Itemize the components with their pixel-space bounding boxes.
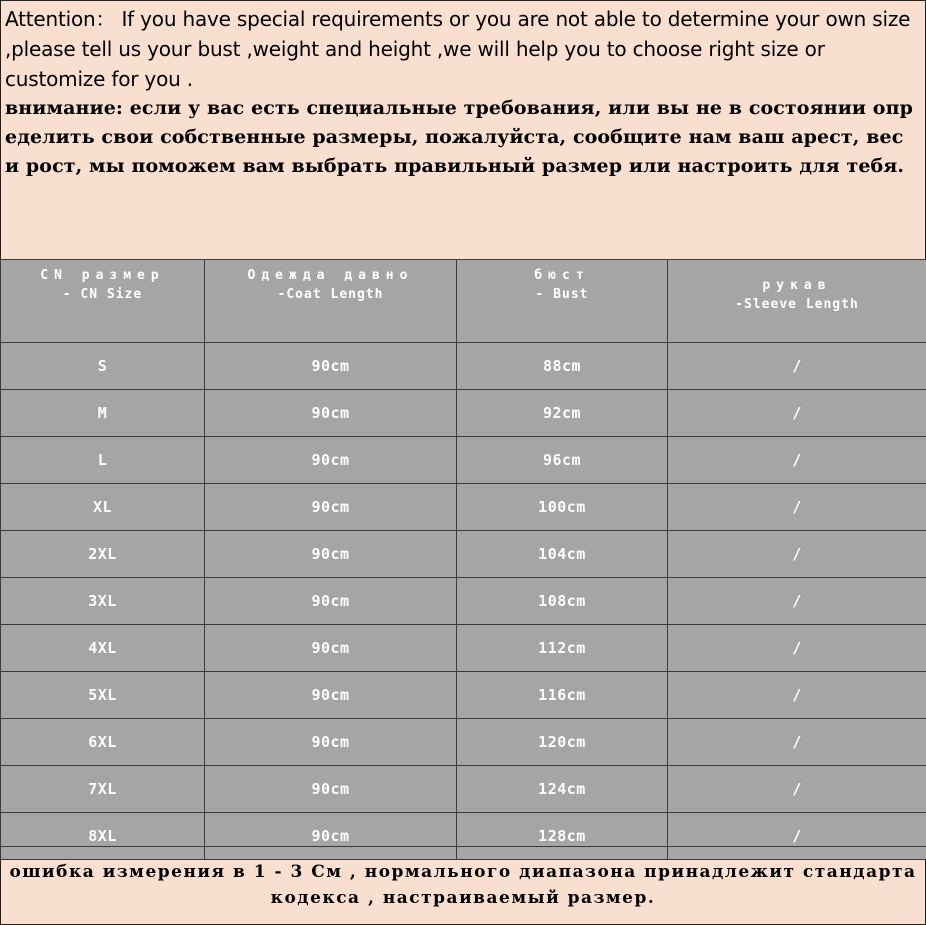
header-cn-size-ru: CN размер	[40, 268, 165, 283]
bust-cell: 100cm	[457, 484, 668, 531]
table-row	[1, 719, 926, 766]
table-row	[1, 437, 926, 484]
size-cell: S	[1, 343, 205, 390]
bust-cell: 124cm	[457, 766, 668, 813]
header-sleeve-length-en: -Sleeve Length	[735, 297, 859, 312]
sleeve-length-cell: /	[668, 578, 926, 625]
bust-cell: 96cm	[457, 437, 668, 484]
coat-length-cell: 90cm	[205, 719, 457, 766]
size-cell: 3XL	[1, 578, 205, 625]
measurement-note-line2: кодекса , настраиваемый размер.	[270, 888, 656, 908]
sleeve-length-cell: /	[668, 766, 926, 813]
coat-length-cell: 90cm	[205, 437, 457, 484]
coat-length-cell: 90cm	[205, 343, 457, 390]
bust-cell: 128cm	[457, 813, 668, 860]
size-cell: 4XL	[1, 625, 205, 672]
header-sleeve-length	[668, 260, 926, 343]
sleeve-length-cell: /	[668, 343, 926, 390]
sleeve-length-cell: /	[668, 531, 926, 578]
header-coat-length-ru: Одежда давно	[247, 268, 414, 283]
measurement-note-line1: ошибка измерения в 1 - 3 См , нормального диапазона принадлежит стандарта	[9, 862, 917, 882]
bust-cell: 104cm	[457, 531, 668, 578]
header-cn-size-en: - CN Size	[62, 287, 143, 302]
header-cn-size	[1, 260, 205, 343]
sleeve-length-cell: /	[668, 719, 926, 766]
header-coat-length-en: -Coat Length	[277, 287, 384, 302]
size-cell: 2XL	[1, 531, 205, 578]
notice-english: Attention： If you have special requirements or you are not able to determine your own size ,please tell us your bust ,weight and height ,we will help you to choose right size or customize for you .	[5, 7, 911, 91]
sleeve-length-cell: /	[668, 437, 926, 484]
bust-cell: 112cm	[457, 625, 668, 672]
size-cell: XL	[1, 484, 205, 531]
header-coat-length	[205, 260, 457, 343]
table-row	[1, 484, 926, 531]
bust-cell: 108cm	[457, 578, 668, 625]
size-notice	[5, 4, 921, 181]
table-row	[1, 672, 926, 719]
size-cell: M	[1, 390, 205, 437]
coat-length-cell: 90cm	[205, 390, 457, 437]
header-bust-ru: бюст	[534, 268, 590, 283]
bust-cell: 116cm	[457, 672, 668, 719]
size-table-header	[1, 260, 926, 343]
size-table	[0, 259, 926, 860]
sleeve-length-cell: /	[668, 390, 926, 437]
bust-cell: 92cm	[457, 390, 668, 437]
size-cell: 7XL	[1, 766, 205, 813]
sleeve-length-cell: /	[668, 672, 926, 719]
bust-cell: 120cm	[457, 719, 668, 766]
sleeve-length-cell: /	[668, 813, 926, 860]
header-bust-en: - Bust	[535, 287, 589, 302]
size-cell: L	[1, 437, 205, 484]
size-table-body	[1, 343, 926, 860]
table-row	[1, 390, 926, 437]
table-row	[1, 531, 926, 578]
sleeve-length-cell: /	[668, 625, 926, 672]
measurement-note	[0, 846, 926, 911]
header-bust	[457, 260, 668, 343]
coat-length-cell: 90cm	[205, 813, 457, 860]
coat-length-cell: 90cm	[205, 578, 457, 625]
size-cell: 8XL	[1, 813, 205, 860]
size-cell: 6XL	[1, 719, 205, 766]
size-cell: 5XL	[1, 672, 205, 719]
table-row	[1, 766, 926, 813]
coat-length-cell: 90cm	[205, 531, 457, 578]
table-row	[1, 625, 926, 672]
table-row	[1, 343, 926, 390]
coat-length-cell: 90cm	[205, 766, 457, 813]
table-row	[1, 578, 926, 625]
coat-length-cell: 90cm	[205, 672, 457, 719]
sleeve-length-cell: /	[668, 484, 926, 531]
notice-russian: внимание: если у вас есть специальные требования, или вы не в состоянии определить свои собственные размеры, пожалуйста, сообщите нам ваш арест, вес и рост, мы поможем вам выбрать правильный размер или настроить для тебя.	[5, 97, 913, 177]
coat-length-cell: 90cm	[205, 484, 457, 531]
bust-cell: 88cm	[457, 343, 668, 390]
header-sleeve-length-ru: рукав	[762, 278, 832, 293]
coat-length-cell: 90cm	[205, 625, 457, 672]
